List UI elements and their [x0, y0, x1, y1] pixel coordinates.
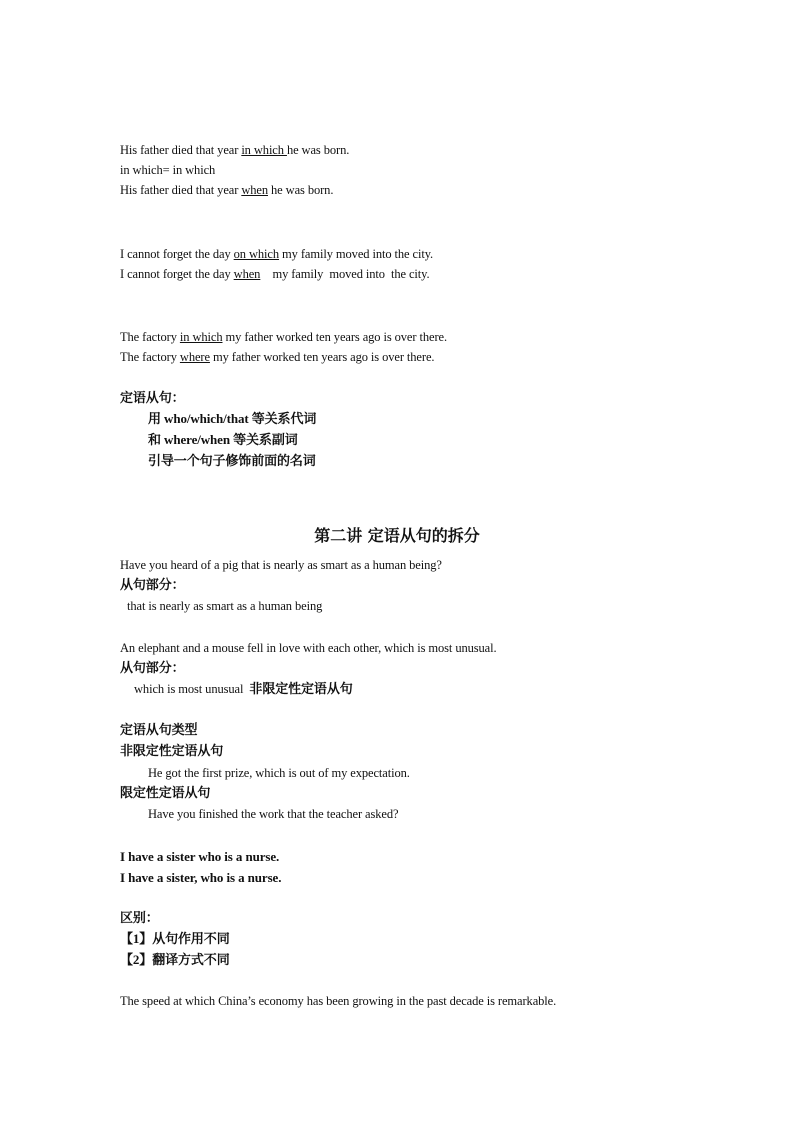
sentence-line: [120, 142, 349, 158]
text: my father worked ten years ago is over there.: [209, 350, 435, 364]
text: he was born.: [286, 143, 350, 157]
text: I cannot forget the day: [120, 267, 234, 281]
difference-item: 【1】从句作用不同: [120, 931, 230, 946]
definition-heading: 定语从句：: [120, 390, 185, 405]
type-example: He got the first prize, which is out of my expectation.: [148, 766, 410, 780]
clause-label: 从句部分：: [120, 660, 185, 675]
sentence-line: [120, 182, 333, 198]
clause-type-note: 非限定性定语从句: [249, 681, 353, 696]
underlined-phrase: in which: [179, 330, 223, 344]
example-sentence: An elephant and a mouse fell in love with each other, which is most unusual.: [120, 641, 497, 655]
text: my family moved into the city.: [260, 267, 430, 281]
difference-heading: 区别：: [120, 910, 159, 925]
text: His father died that year: [120, 183, 242, 197]
bold-example: I have a sister, who is a nurse.: [120, 870, 282, 885]
type-label: 非限定性定语从句: [120, 743, 224, 758]
sentence-line: in which= in which: [120, 163, 216, 177]
text: The factory: [120, 350, 180, 364]
final-sentence: The speed at which China’s economy has been growing in the past decade is remarkable.: [120, 994, 557, 1008]
clause-label: 从句部分：: [120, 577, 185, 592]
text: I cannot forget the day: [120, 247, 234, 261]
text: he was born.: [268, 183, 334, 197]
text: my family moved into the city.: [279, 247, 434, 261]
underlined-phrase: when: [241, 183, 268, 197]
underlined-phrase: in which: [241, 143, 287, 157]
difference-item: 【2】翻译方式不同: [120, 952, 230, 967]
text: The factory: [120, 330, 180, 344]
example-sentence: Have you heard of a pig that is nearly as smart as a human being?: [120, 558, 442, 572]
sentence-line: [120, 266, 430, 282]
type-label: 限定性定语从句: [120, 785, 211, 800]
sentence-line: [120, 246, 433, 262]
text: my father worked ten years ago is over there.: [222, 330, 447, 344]
underlined-phrase: when: [233, 267, 261, 281]
text: which is most unusual: [134, 682, 244, 696]
underlined-phrase: where: [179, 350, 210, 364]
text: His father died that year: [120, 143, 242, 157]
sentence-line: [120, 329, 447, 345]
definition-line: 和 where/when 等关系副词: [148, 432, 298, 447]
definition-line: 引导一个句子修饰前面的名词: [148, 453, 316, 468]
bold-example: I have a sister who is a nurse.: [120, 849, 280, 864]
type-example: Have you finished the work that the teacher asked?: [148, 807, 399, 821]
clause-text: [134, 681, 353, 697]
underlined-phrase: on which: [233, 247, 280, 261]
sentence-line: [120, 349, 434, 365]
lecture-title: 第二讲 定语从句的拆分: [314, 526, 480, 545]
types-heading: 定语从句类型: [120, 722, 198, 737]
clause-text: that is nearly as smart as a human being: [127, 599, 323, 613]
definition-line: 用 who/which/that 等关系代词: [148, 411, 317, 426]
